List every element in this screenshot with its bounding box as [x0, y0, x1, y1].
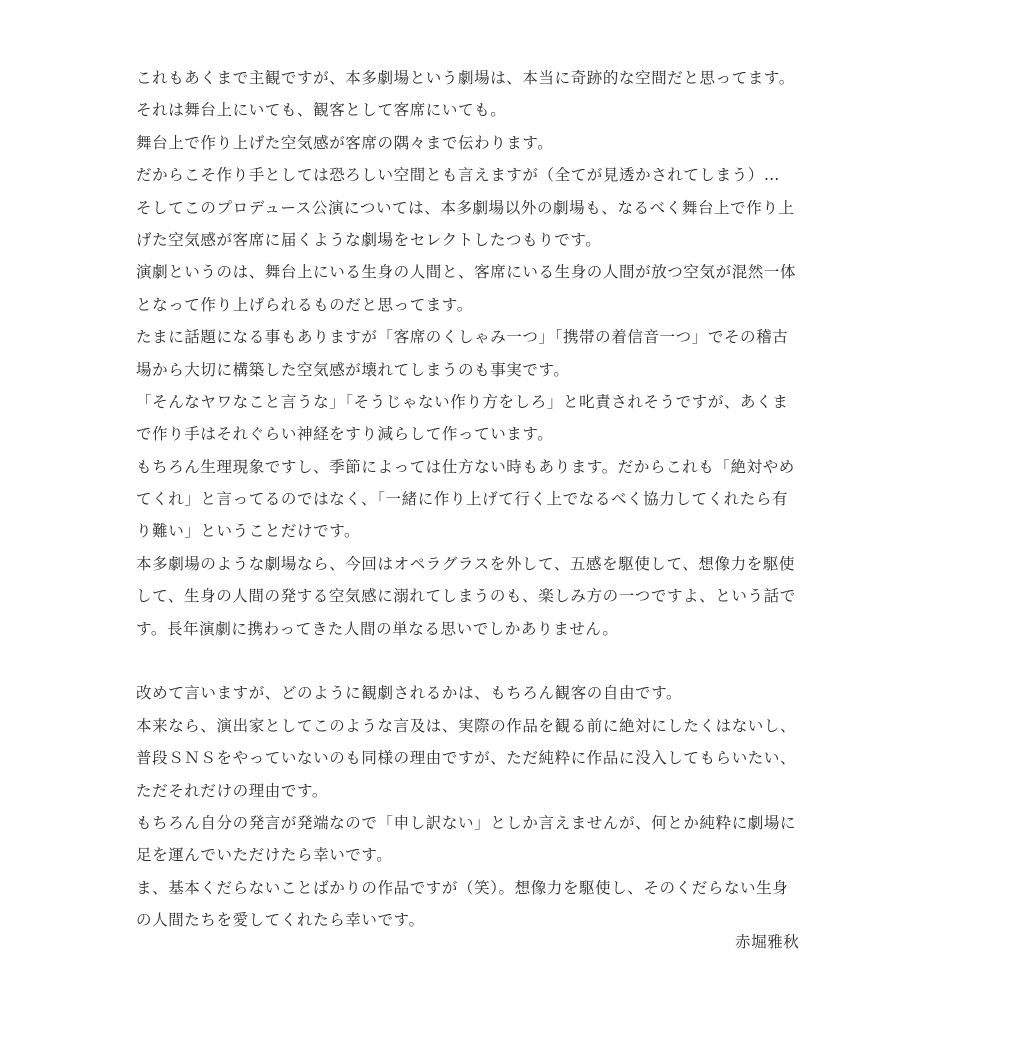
text-line: そしてこのプロデュース公演については、本多劇場以外の劇場も、なるべく舞台上で作り上	[136, 198, 795, 217]
text-line: 場から大切に構築した空気感が壊れてしまうのも事実です。	[136, 360, 570, 379]
text-line: たまに話題になる事もありますが「客席のくしゃみ一つ」「携帯の着信音一つ」でその稽古	[136, 328, 789, 347]
author-signature: 赤堀雅秋	[735, 933, 800, 951]
text-line: 足を運んでいただけたら幸いです。	[136, 846, 393, 865]
paragraph-gap	[136, 645, 896, 677]
text-line: げた空気感が客席に届くような劇場をセレクトしたつもりです。	[136, 230, 602, 249]
text-line: 「そんなヤワなこと言うな」「そうじゃない作り方をしろ」と叱責されそうですが、あくま	[136, 392, 789, 411]
text-line: もちろん自分の発言が発端なので「申し訳ない」としか言えませんが、何とか純粋に劇場に	[136, 813, 797, 832]
text-line: す。長年演劇に携わってきた人間の単なる思いでしかありません。	[136, 619, 619, 638]
text-line: ただそれだけの理由です。	[136, 781, 328, 800]
text-line: 本多劇場のような劇場なら、今回はオペラグラスを外して、五感を駆使して、想像力を駆使	[136, 554, 796, 573]
text-line: 演劇というのは、舞台上にいる生身の人間と、客席にいる生身の人間が放つ空気が混然一体	[136, 263, 797, 282]
text-line: てくれ」と言ってるのではなく、「一緒に作り上げて行く上でなるべく協力してくれたら有	[136, 490, 789, 509]
text-line: だからこそ作り手としては恐ろしい空間とも言えますが（全てが見透かされてしまう）…	[136, 166, 781, 185]
text-line: り難い」ということだけです。	[136, 522, 361, 541]
text-line: 本来なら、演出家としてこのような言及は、実際の作品を観る前に絶対にしたくはないし、	[136, 716, 797, 735]
text-line: 改めて言いますが、どのように観劇されるかは、もちろん観客の自由です。	[136, 684, 683, 703]
text-line: となって作り上げられるものだと思ってます。	[136, 295, 473, 314]
text-line: で作り手はそれぐらい神経をすり減らして作っています。	[136, 425, 554, 444]
text-line: もちろん生理現象ですし、季節によっては仕方ない時もあります。だからこれも「絶対やめ	[136, 457, 795, 476]
text-line: の人間たちを愛してくれたら幸いです。	[136, 911, 425, 930]
text-line: 舞台上で作り上げた空気感が客席の隅々まで伝わります。	[136, 133, 554, 152]
letter-body	[136, 62, 896, 937]
text-line: 普段ＳＮＳをやっていないのも同様の理由ですが、ただ純粋に作品に没入してもらいたい、	[136, 749, 797, 768]
text-line: して、生身の人間の発する空気感に溺れてしまうのも、楽しみ方の一つですよ、という話で	[136, 587, 796, 606]
text-line: それは舞台上にいても、観客として客席にいても。	[136, 101, 507, 120]
text-line: ま、基本くだらないことばかりの作品ですが（笑）。想像力を駆使し、そのくだらない生身	[136, 878, 789, 897]
text-line: これもあくまで主観ですが、本多劇場という劇場は、本当に奇跡的な空間だと思ってます。	[136, 69, 795, 87]
